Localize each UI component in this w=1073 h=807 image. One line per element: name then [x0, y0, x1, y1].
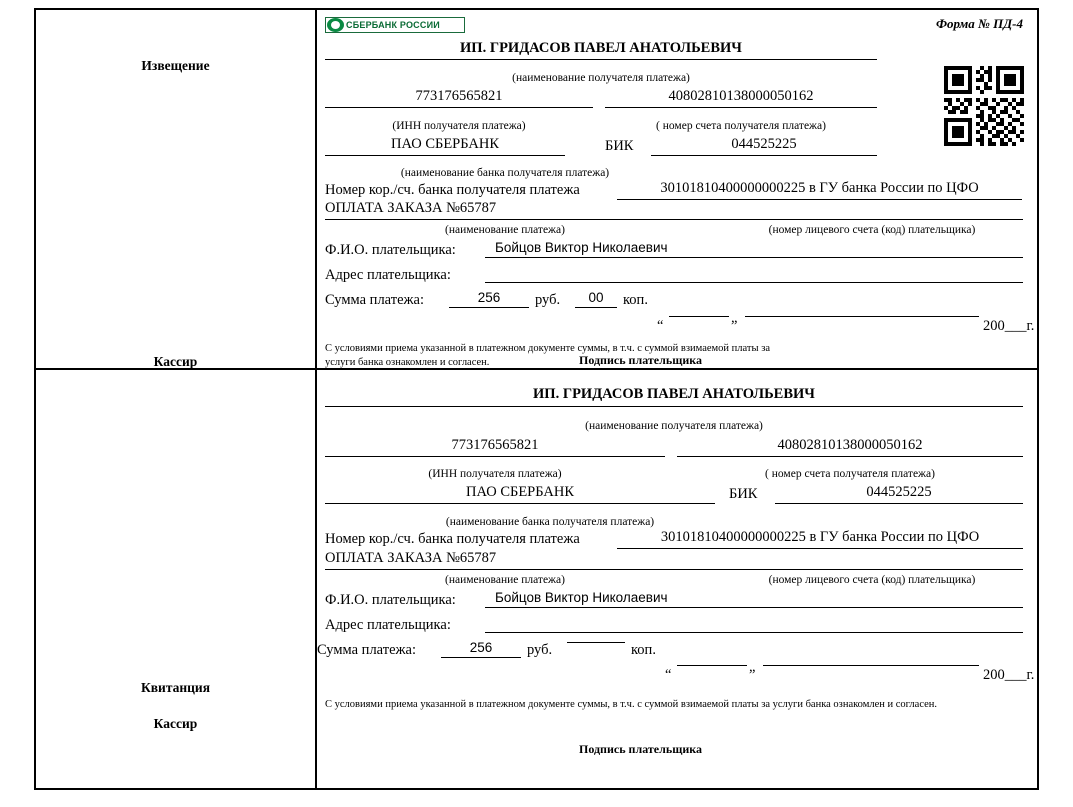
payment-name-value-2: ОПЛАТА ЗАКАЗА №65787 — [325, 550, 497, 566]
label-receipt: Квитанция — [140, 680, 211, 695]
date-month-line — [745, 316, 979, 317]
caption-payment-name-2: (наименование платежа) — [445, 574, 565, 586]
notice-section — [36, 10, 1037, 370]
form-number: Форма № ПД-4 — [935, 16, 1023, 31]
caption-bank-name: (наименование банка получателя платежа) — [400, 167, 610, 179]
amount-rub-value-2: 256 — [469, 640, 493, 655]
account-value: 40802810138000050162 — [668, 88, 814, 104]
notice-right-column — [317, 10, 1037, 368]
account-line — [605, 88, 877, 108]
caption-bank-name-2: (наименование банка получателя платежа) — [445, 516, 655, 528]
amount-label: Сумма платежа: — [325, 292, 424, 308]
payment-name-line-2 — [325, 550, 1023, 570]
inn-value-2: 773176565821 — [451, 437, 539, 453]
terms-text: С условиями приема указанной в платежном документе суммы, в т.ч. с суммой взимаемой платы за услуги банка ознакомлен и согласен. — [325, 343, 770, 369]
payer-name-value: Бойцов Виктор Николаевич — [495, 240, 668, 255]
amount-kop-line — [575, 290, 617, 308]
payment-form — [34, 8, 1039, 790]
bank-name-value: ПАО СБЕРБАНК — [391, 136, 499, 152]
payer-address-label-2: Адрес плательщика: — [325, 617, 451, 633]
caption-account-2: ( номер счета получателя платежа) — [765, 468, 935, 480]
kop-label: коп. — [623, 292, 648, 308]
date-quote-close: ” — [731, 318, 738, 334]
bank-name-value-2: ПАО СБЕРБАНК — [466, 484, 574, 500]
receipt-right-column — [317, 370, 1037, 788]
date-quote-open-2: “ — [665, 667, 672, 683]
recipient-name-line — [325, 40, 877, 60]
corr-account-line — [617, 180, 1022, 200]
signature-label-bottom: Подпись плательщика — [579, 742, 702, 756]
date-year-label-2: 200___г. — [983, 667, 1035, 683]
inn-value: 773176565821 — [415, 88, 503, 104]
payer-name-line — [485, 240, 1023, 258]
terms-text-2: С условиями приема указанной в платежном документе суммы, в т.ч. с суммой взимаемой платы за услуги банка ознакомлен и согласен. — [325, 699, 938, 710]
bik-line — [651, 136, 877, 156]
payer-name-line-2 — [485, 590, 1023, 608]
amount-rub-value: 256 — [477, 290, 501, 305]
payer-address-label: Адрес плательщика: — [325, 267, 451, 283]
corr-account-value: 30101810400000000225 в ГУ банка России по ЦФО — [660, 180, 979, 196]
amount-kop-value-2 — [567, 640, 625, 642]
bank-name-line — [325, 136, 565, 156]
kop-label-2: коп. — [631, 642, 656, 658]
caption-recipient-name-2: (наименование получателя платежа) — [585, 420, 763, 432]
amount-rub-line-2 — [441, 640, 521, 658]
payer-address-line — [485, 265, 1023, 283]
payer-address-line-2 — [485, 615, 1023, 633]
label-cashier-bottom: Кассир — [153, 716, 198, 731]
corr-account-label: Номер кор./сч. банка получателя платежа — [325, 182, 580, 198]
payer-name-label: Ф.И.О. плательщика: — [325, 242, 456, 258]
rub-label-2: руб. — [527, 642, 553, 658]
caption-personal-account-2: (номер лицевого счета (код) плательщика) — [768, 574, 976, 586]
date-year-label: 200___г. — [983, 318, 1035, 334]
qr-code — [940, 62, 1028, 150]
date-day-line-2 — [677, 665, 747, 666]
bik-label-2: БИК — [729, 486, 758, 502]
caption-account: ( номер счета получателя платежа) — [656, 120, 826, 132]
receipt-left-column — [36, 370, 317, 788]
sberbank-logo — [325, 17, 465, 33]
payment-name-value: ОПЛАТА ЗАКАЗА №65787 — [325, 200, 497, 216]
recipient-name-value-2: ИП. ГРИДАСОВ ПАВЕЛ АНАТОЛЬЕВИЧ — [533, 386, 815, 402]
caption-payment-name: (наименование платежа) — [445, 224, 565, 236]
inn-line-2 — [325, 437, 665, 457]
rub-label: руб. — [535, 292, 561, 308]
bank-name-line-2 — [325, 484, 715, 504]
bik-label: БИК — [605, 138, 634, 154]
receipt-section — [36, 370, 1037, 788]
amount-label-2: Сумма платежа: — [317, 642, 416, 658]
amount-rub-line — [449, 290, 529, 308]
payment-name-line — [325, 200, 1023, 220]
inn-line — [325, 88, 593, 108]
sberbank-logo-text: СБЕРБАНК РОССИИ — [346, 20, 440, 30]
amount-kop-line-2 — [567, 640, 625, 643]
account-line-2 — [677, 437, 1023, 457]
corr-account-label-2: Номер кор./сч. банка получателя платежа — [325, 531, 580, 547]
label-notice: Извещение — [141, 58, 210, 73]
recipient-name-line-2 — [325, 386, 1023, 407]
date-quote-close-2: ” — [749, 667, 756, 683]
caption-personal-account: (номер лицевого счета (код) плательщика) — [768, 224, 976, 236]
account-value-2: 40802810138000050162 — [777, 437, 923, 453]
date-quote-open: “ — [657, 318, 664, 334]
bik-line-2 — [775, 484, 1023, 504]
caption-recipient-name: (наименование получателя платежа) — [512, 72, 690, 84]
notice-left-column — [36, 10, 317, 368]
caption-inn-2: (ИНН получателя платежа) — [428, 468, 562, 480]
corr-account-line-2 — [617, 529, 1023, 549]
bik-value-2: 044525225 — [866, 484, 932, 500]
bik-value: 044525225 — [731, 136, 797, 152]
sberbank-swirl-icon — [327, 18, 344, 32]
payer-name-value-2: Бойцов Виктор Николаевич — [495, 590, 668, 605]
amount-kop-value: 00 — [588, 290, 604, 305]
date-day-line — [669, 316, 729, 317]
label-cashier-top: Кассир — [153, 354, 198, 369]
date-month-line-2 — [763, 665, 979, 666]
recipient-name-value: ИП. ГРИДАСОВ ПАВЕЛ АНАТОЛЬЕВИЧ — [460, 40, 742, 56]
signature-label-top: Подпись плательщика — [579, 353, 702, 367]
caption-inn: (ИНН получателя платежа) — [392, 120, 526, 132]
corr-account-value-2: 30101810400000000225 в ГУ банка России по ЦФО — [660, 529, 980, 545]
payer-name-label-2: Ф.И.О. плательщика: — [325, 592, 456, 608]
